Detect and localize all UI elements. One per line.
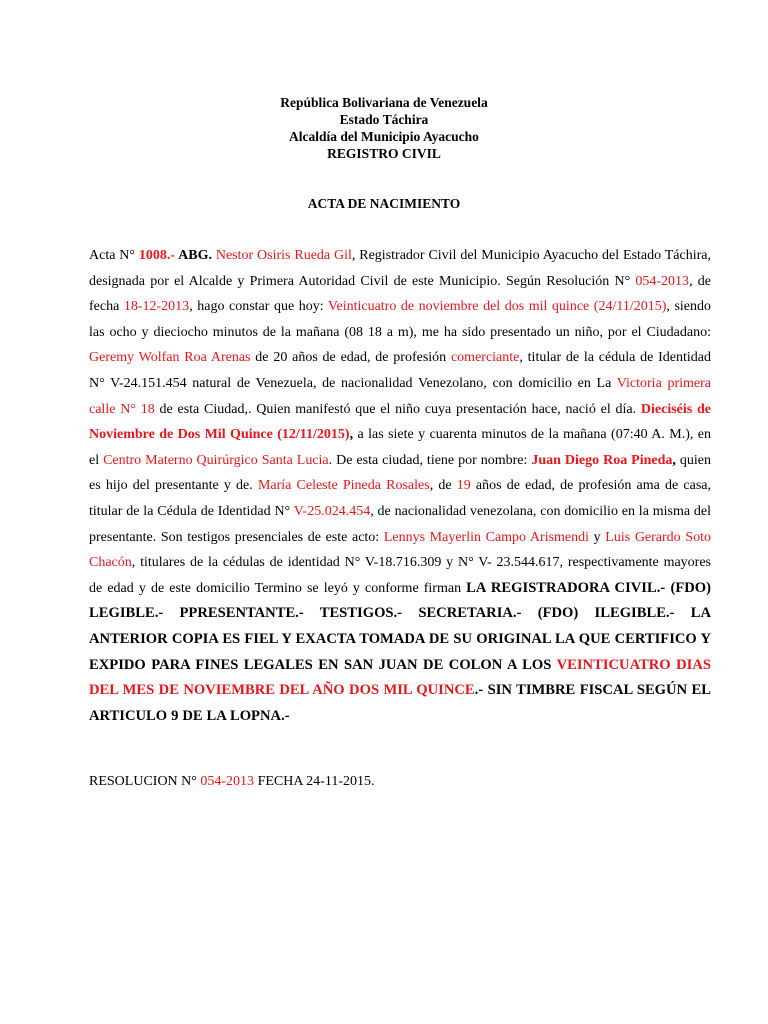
resolution-footer	[89, 772, 375, 792]
certification-text: LA REGISTRADORA CIVIL.- (FDO) LEGIBLE.- PPRESENTANTE.- TESTIGOS.- SECRETARIA.- (FDO) ILEGIBLE.- LA ANTERIOR COPIA ES FIEL Y EXACTA TOMADA DE SU ORIGINAL LA QUE CERTIFICO Y EXPIDO PARA FINES LEGALES EN SAN JUAN DE COLON A LOS	[89, 579, 711, 673]
mother-age: 19	[456, 478, 471, 494]
text-segment: . De esta ciudad, tiene por nombre:	[328, 452, 532, 468]
acta-number: 1008.-	[138, 248, 176, 263]
witness-1-name: Lennys Mayerlin Campo Arismendi	[383, 529, 590, 545]
text-segment: quien es hijo del presentante y de.	[89, 452, 711, 494]
birth-date: Dieciséis de Noviembre de Dos Mil Quince (12/11/2015)	[89, 401, 711, 443]
acta-body-paragraph	[89, 243, 711, 729]
issue-date-text: VEINTICUATRO DIAS DEL MES DE NOVIEMBRE DEL AÑO DOS MIL QUINCE	[89, 656, 712, 699]
resolution-date: 18-12-2013	[123, 299, 190, 315]
text-segment: , Registrador Civil del Municipio Ayacucho del Estado Táchira, designada por el Alcalde y Primera Autoridad Civil de este Municipio. Según Resolución N°	[89, 248, 711, 289]
text-segment: , titulares de la cédulas de identidad N° V-18.716.309 y N° V- 23.544.617, respectivamente mayores de edad y de este domicilio Termino se leyó y conforme firman	[89, 555, 711, 596]
text-segment: de 20 años de edad, de profesión	[250, 350, 451, 366]
header-registry: REGISTRO CIVIL	[327, 146, 441, 161]
text-segment: años de edad, de profesión ama de casa, titular de la Cédula de Identidad N°	[89, 478, 711, 519]
header-municipality: Alcaldía del Municipio Ayacucho	[289, 129, 479, 144]
text-segment: a las siete y cuarenta minutos de la mañana (07:40 A. M.), en el	[89, 427, 711, 468]
registration-date: Veinticuatro de noviembre del dos mil quince (24/11/2015)	[327, 299, 667, 315]
footer-suffix: FECHA 24-11-2015.	[254, 774, 375, 789]
resolution-number: 054-2013	[635, 273, 690, 289]
text-segment: Acta N°	[89, 248, 139, 263]
text-segment: , de	[429, 478, 457, 494]
text-segment: , titular de la cédula de Identidad N° V-24.151.454 natural de Venezuela, de nacionalidad Venezolano, con domicilio en La	[89, 350, 711, 391]
header-state: Estado Táchira	[339, 112, 429, 127]
text-segment: , de nacionalidad venezolana, con domicilio en la misma del presentante. Son testigos presenciales de este acto:	[89, 503, 711, 545]
mother-name: María Celeste Pineda Rosales	[257, 478, 430, 494]
text-segment: , de fecha	[89, 273, 711, 315]
witness-2-name: Luis Gerardo Soto Chacón	[89, 529, 711, 571]
footer-resolution-number: 054-2013	[200, 774, 255, 789]
document-header	[0, 94, 768, 162]
presenter-name: Geremy Wolfan Roa Arenas	[89, 350, 251, 366]
text-segment: de esta Ciudad,. Quien manifestó que el niño cuya presentación hace, nació el día.	[154, 401, 641, 417]
registrar-name: Nestor Osiris Rueda Gil	[215, 248, 352, 263]
text-segment: , hago constar que hoy:	[189, 299, 328, 315]
child-name: Juan Diego Roa Pineda	[531, 452, 673, 468]
mother-id: V-25.024.454	[293, 503, 371, 519]
text-segment: ,	[672, 452, 676, 468]
text-segment: ,	[349, 427, 354, 443]
text-segment: , siendo las ocho y dieciocho minutos de la mañana (08 18 a m), me ha sido presentado un niño, por el Ciudadano:	[89, 299, 711, 340]
header-country: República Bolivariana de Venezuela	[280, 95, 488, 110]
abg-label: ABG.	[175, 248, 212, 263]
document-title: ACTA DE NACIMIENTO	[307, 196, 461, 211]
text-segment: y	[589, 529, 606, 545]
fiscal-note: .- SIN TIMBRE FISCAL SEGÚN EL ARTICULO 9 DE LA LOPNA.-	[89, 682, 711, 724]
presenter-address: Victoria primera calle N° 18	[89, 375, 711, 417]
footer-prefix: RESOLUCION N°	[89, 774, 201, 789]
birth-place: Centro Materno Quirúrgico Santa Lucia	[103, 452, 329, 468]
presenter-profession: comerciante	[450, 350, 520, 366]
